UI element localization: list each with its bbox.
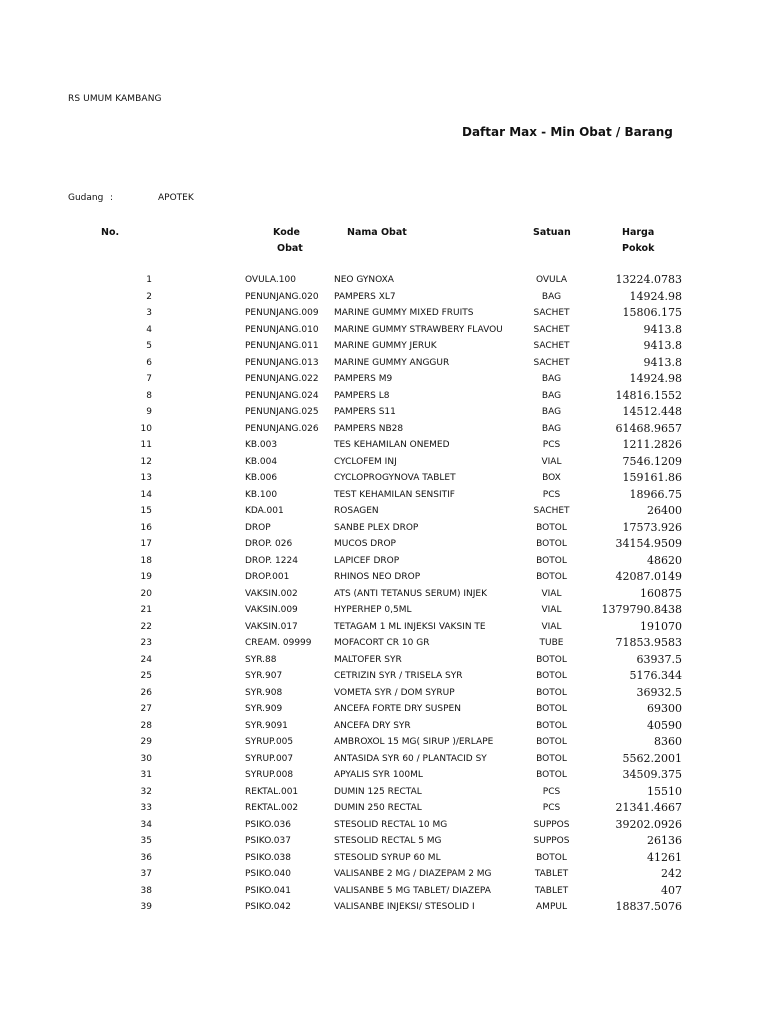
satuan-cell: PCS bbox=[542, 440, 561, 450]
row-number: 14 bbox=[140, 489, 152, 500]
row-number: 34 bbox=[140, 819, 152, 830]
satuan-cell: AMPUL bbox=[536, 902, 567, 912]
kode-obat-cell: KB.003 bbox=[245, 440, 278, 450]
row-number: 10 bbox=[140, 423, 152, 434]
table-row bbox=[0, 785, 768, 802]
report-title: Daftar Max - Min Obat / Barang bbox=[462, 125, 673, 139]
satuan-cell: BOTOL bbox=[536, 522, 567, 533]
satuan-cell: BOTOL bbox=[536, 720, 567, 731]
kode-obat-cell: PENUNJANG.020 bbox=[245, 291, 319, 302]
harga-pokok-cell: 9413.8 bbox=[643, 339, 682, 352]
row-number: 29 bbox=[140, 737, 152, 747]
table-row bbox=[0, 290, 768, 307]
kode-obat-cell: PENUNJANG.009 bbox=[245, 308, 319, 318]
nama-obat-cell: ANTASIDA SYR 60 / PLANTACID SY bbox=[334, 753, 487, 764]
row-number: 16 bbox=[140, 522, 152, 533]
harga-pokok-cell: 21341.4667 bbox=[615, 801, 682, 814]
nama-obat-cell: MALTOFER SYR bbox=[334, 654, 402, 665]
kode-obat-cell: PENUNJANG.025 bbox=[245, 407, 319, 417]
nama-obat-cell: ANCEFA FORTE DRY SUSPEN bbox=[334, 704, 461, 714]
kode-obat-cell: SYR.9091 bbox=[245, 720, 288, 731]
row-number: 11 bbox=[140, 440, 152, 450]
satuan-cell: BOTOL bbox=[536, 671, 567, 681]
row-number: 8 bbox=[146, 390, 152, 401]
nama-obat-cell: PAMPERS XL7 bbox=[334, 291, 396, 302]
row-number: 23 bbox=[140, 638, 152, 648]
satuan-cell: BOTOL bbox=[536, 572, 567, 582]
hospital-name: RS UMUM KAMBANG bbox=[68, 94, 162, 104]
satuan-cell: BOTOL bbox=[536, 852, 567, 863]
kode-obat-cell: VAKSIN.002 bbox=[245, 588, 298, 599]
row-number: 33 bbox=[140, 803, 152, 813]
table-row bbox=[0, 702, 768, 719]
gudang-separator: : bbox=[110, 193, 114, 203]
nama-obat-cell: MARINE GUMMY MIXED FRUITS bbox=[334, 308, 474, 318]
table-row bbox=[0, 570, 768, 587]
harga-pokok-cell: 9413.8 bbox=[643, 355, 682, 369]
satuan-cell: BAG bbox=[541, 407, 562, 417]
table-row bbox=[0, 768, 768, 785]
satuan-cell: VIAL bbox=[541, 456, 562, 467]
nama-obat-cell: PAMPERS L8 bbox=[334, 390, 390, 401]
row-number: 24 bbox=[140, 654, 152, 665]
row-number: 36 bbox=[140, 852, 152, 863]
nama-obat-cell: VALISANBE INJEKSI/ STESOLID I bbox=[334, 902, 475, 912]
row-number: 13 bbox=[140, 473, 152, 483]
satuan-cell: BOTOL bbox=[536, 687, 567, 698]
harga-pokok-cell: 15806.175 bbox=[622, 306, 682, 319]
row-number: 25 bbox=[140, 671, 152, 681]
satuan-cell: BOTOL bbox=[536, 654, 567, 665]
satuan-cell: OVULA bbox=[535, 275, 568, 285]
kode-obat-cell: KB.100 bbox=[245, 489, 278, 500]
row-number: 35 bbox=[140, 836, 152, 846]
table-row bbox=[0, 521, 768, 538]
harga-pokok-cell: 9413.8 bbox=[643, 322, 682, 336]
harga-pokok-cell: 34509.375 bbox=[622, 768, 682, 781]
table-row bbox=[0, 537, 768, 554]
table-row bbox=[0, 389, 768, 406]
satuan-cell: BAG bbox=[541, 423, 562, 434]
kode-obat-cell: PSIKO.036 bbox=[245, 819, 291, 830]
kode-obat-cell: KB.006 bbox=[245, 473, 278, 483]
satuan-cell: VIAL bbox=[541, 621, 562, 632]
nama-obat-cell: SANBE PLEX DROP bbox=[334, 522, 419, 533]
row-number: 37 bbox=[140, 869, 152, 879]
kode-obat-cell: KDA.001 bbox=[245, 506, 284, 516]
kode-obat-cell: PENUNJANG.026 bbox=[245, 423, 319, 434]
row-number: 21 bbox=[140, 605, 152, 615]
table-row bbox=[0, 620, 768, 637]
kode-obat-cell: PSIKO.041 bbox=[245, 885, 291, 896]
row-number: 2 bbox=[146, 291, 152, 302]
column-header-nama: Nama Obat bbox=[347, 227, 407, 238]
row-number: 1 bbox=[146, 275, 152, 285]
column-header-harga-line2: Pokok bbox=[622, 243, 655, 254]
table-row bbox=[0, 488, 768, 505]
harga-pokok-cell: 61468.9657 bbox=[615, 421, 682, 435]
table-row bbox=[0, 818, 768, 835]
nama-obat-cell: NEO GYNOXA bbox=[334, 275, 394, 285]
nama-obat-cell: MUCOS DROP bbox=[334, 539, 396, 549]
gudang-value: APOTEK bbox=[158, 193, 194, 203]
table-row bbox=[0, 834, 768, 851]
harga-pokok-cell: 69300 bbox=[647, 702, 682, 715]
nama-obat-cell: DUMIN 250 RECTAL bbox=[334, 803, 422, 813]
kode-obat-cell: SYR.908 bbox=[245, 687, 283, 698]
kode-obat-cell: PSIKO.040 bbox=[245, 869, 291, 879]
satuan-cell: VIAL bbox=[541, 588, 562, 599]
harga-pokok-cell: 63937.5 bbox=[636, 652, 682, 666]
harga-pokok-cell: 5562.2001 bbox=[622, 751, 682, 765]
kode-obat-cell: PSIKO.037 bbox=[245, 836, 291, 846]
table-row bbox=[0, 735, 768, 752]
harga-pokok-cell: 14512.448 bbox=[622, 405, 682, 418]
harga-pokok-cell: 191070 bbox=[640, 619, 682, 633]
table-row bbox=[0, 339, 768, 356]
harga-pokok-cell: 1211.2826 bbox=[622, 438, 682, 451]
satuan-cell: PCS bbox=[542, 786, 561, 797]
harga-pokok-cell: 34154.9509 bbox=[615, 537, 682, 550]
table-row bbox=[0, 273, 768, 290]
nama-obat-cell: VOMETA SYR / DOM SYRUP bbox=[334, 687, 455, 698]
table-row bbox=[0, 438, 768, 455]
row-number: 22 bbox=[140, 621, 152, 632]
row-number: 31 bbox=[140, 770, 152, 780]
harga-pokok-cell: 26400 bbox=[647, 504, 682, 517]
harga-pokok-cell: 13224.0783 bbox=[615, 273, 682, 286]
table-row bbox=[0, 323, 768, 340]
kode-obat-cell: PENUNJANG.013 bbox=[245, 357, 319, 368]
table-row bbox=[0, 587, 768, 604]
row-number: 18 bbox=[140, 555, 152, 566]
nama-obat-cell: RHINOS NEO DROP bbox=[334, 572, 421, 582]
kode-obat-cell: SYR.907 bbox=[245, 671, 283, 681]
table-row bbox=[0, 686, 768, 703]
row-number: 15 bbox=[140, 506, 152, 516]
satuan-cell: SACHET bbox=[533, 506, 570, 516]
nama-obat-cell: CETRIZIN SYR / TRISELA SYR bbox=[334, 671, 463, 681]
kode-obat-cell: REKTAL.001 bbox=[245, 786, 299, 797]
satuan-cell: BOTOL bbox=[536, 753, 567, 764]
satuan-cell: TABLET bbox=[534, 869, 569, 879]
table-row bbox=[0, 372, 768, 389]
table-row bbox=[0, 752, 768, 769]
nama-obat-cell: TETAGAM 1 ML INJEKSI VAKSIN TE bbox=[334, 621, 486, 632]
nama-obat-cell: STESOLID RECTAL 5 MG bbox=[334, 836, 442, 846]
nama-obat-cell: ATS (ANTI TETANUS SERUM) INJEK bbox=[334, 588, 487, 599]
nama-obat-cell: MARINE GUMMY JERUK bbox=[334, 341, 437, 351]
table-row bbox=[0, 719, 768, 736]
nama-obat-cell: ROSAGEN bbox=[334, 506, 379, 516]
satuan-cell: SACHET bbox=[533, 341, 570, 351]
nama-obat-cell: STESOLID RECTAL 10 MG bbox=[334, 819, 448, 830]
table-row bbox=[0, 422, 768, 439]
harga-pokok-cell: 160875 bbox=[640, 586, 682, 600]
kode-obat-cell: KB.004 bbox=[245, 456, 278, 467]
satuan-cell: SUPPOS bbox=[533, 819, 570, 830]
kode-obat-cell: SYR.88 bbox=[245, 654, 277, 665]
nama-obat-cell: AMBROXOL 15 MG( SIRUP )/ERLAPE bbox=[334, 737, 494, 747]
row-number: 3 bbox=[146, 308, 152, 318]
kode-obat-cell: SYRUP.005 bbox=[245, 737, 294, 747]
row-number: 17 bbox=[140, 539, 152, 549]
row-number: 5 bbox=[146, 341, 152, 351]
row-number: 27 bbox=[140, 704, 152, 714]
nama-obat-cell: TEST KEHAMILAN SENSITIF bbox=[334, 489, 455, 500]
harga-pokok-cell: 26136 bbox=[647, 834, 682, 847]
kode-obat-cell: DROP bbox=[245, 522, 271, 533]
kode-obat-cell: SYRUP.008 bbox=[245, 770, 294, 780]
row-number: 28 bbox=[140, 720, 152, 731]
gudang-label: Gudang bbox=[68, 193, 104, 203]
satuan-cell: BOTOL bbox=[536, 555, 567, 566]
harga-pokok-cell: 36932.5 bbox=[636, 685, 682, 699]
harga-pokok-cell: 14816.1552 bbox=[615, 388, 682, 402]
table-row bbox=[0, 669, 768, 686]
satuan-cell: TABLET bbox=[534, 885, 569, 896]
table-row bbox=[0, 884, 768, 901]
kode-obat-cell: CREAM. 09999 bbox=[245, 638, 312, 648]
table-row bbox=[0, 554, 768, 571]
kode-obat-cell: PSIKO.042 bbox=[245, 902, 291, 912]
column-header-no: No. bbox=[101, 227, 120, 238]
table-row bbox=[0, 455, 768, 472]
harga-pokok-cell: 40590 bbox=[647, 718, 682, 732]
harga-pokok-cell: 7546.1209 bbox=[622, 454, 682, 468]
table-row bbox=[0, 900, 768, 917]
kode-obat-cell: DROP. 026 bbox=[245, 539, 293, 549]
row-number: 19 bbox=[140, 572, 152, 582]
nama-obat-cell: STESOLID SYRUP 60 ML bbox=[334, 852, 441, 863]
satuan-cell: BAG bbox=[541, 390, 562, 401]
table-row bbox=[0, 801, 768, 818]
table-row bbox=[0, 603, 768, 620]
satuan-cell: SACHET bbox=[533, 357, 570, 368]
row-number: 39 bbox=[140, 902, 152, 912]
row-number: 4 bbox=[146, 324, 152, 335]
harga-pokok-cell: 48620 bbox=[647, 553, 682, 567]
row-number: 38 bbox=[140, 885, 152, 896]
row-number: 32 bbox=[140, 786, 152, 797]
row-number: 30 bbox=[140, 753, 152, 764]
nama-obat-cell: PAMPERS S11 bbox=[334, 407, 396, 417]
kode-obat-cell: PENUNJANG.011 bbox=[245, 341, 319, 351]
nama-obat-cell: CYCLOFEM INJ bbox=[334, 456, 397, 467]
nama-obat-cell: TES KEHAMILAN ONEMED bbox=[334, 440, 450, 450]
nama-obat-cell: ANCEFA DRY SYR bbox=[334, 720, 411, 731]
table-row bbox=[0, 504, 768, 521]
harga-pokok-cell: 8360 bbox=[654, 735, 682, 748]
satuan-cell: SACHET bbox=[533, 308, 570, 318]
harga-pokok-cell: 42087.0149 bbox=[615, 570, 682, 583]
satuan-cell: TUBE bbox=[539, 638, 564, 648]
harga-pokok-cell: 5176.344 bbox=[629, 669, 682, 682]
table-row bbox=[0, 471, 768, 488]
column-header-kode: Kode bbox=[273, 227, 300, 238]
harga-pokok-cell: 159161.86 bbox=[622, 471, 682, 484]
kode-obat-cell: VAKSIN.017 bbox=[245, 621, 298, 632]
satuan-cell: BOX bbox=[542, 473, 561, 483]
harga-pokok-cell: 242 bbox=[661, 867, 682, 880]
row-number: 7 bbox=[146, 374, 152, 384]
harga-pokok-cell: 18966.75 bbox=[629, 487, 682, 501]
kode-obat-cell: PSIKO.038 bbox=[245, 852, 291, 863]
satuan-cell: BOTOL bbox=[536, 704, 567, 714]
harga-pokok-cell: 41261 bbox=[647, 850, 682, 864]
table-row bbox=[0, 867, 768, 884]
satuan-cell: BAG bbox=[541, 291, 562, 302]
kode-obat-cell: SYRUP.007 bbox=[245, 753, 294, 764]
nama-obat-cell: DUMIN 125 RECTAL bbox=[334, 786, 422, 797]
nama-obat-cell: PAMPERS M9 bbox=[334, 374, 393, 384]
table-row bbox=[0, 356, 768, 373]
kode-obat-cell: DROP.001 bbox=[245, 572, 290, 582]
items-table bbox=[0, 273, 768, 917]
row-number: 20 bbox=[140, 588, 152, 599]
row-number: 6 bbox=[146, 357, 152, 368]
kode-obat-cell: OVULA.100 bbox=[245, 275, 296, 285]
nama-obat-cell: VALISANBE 2 MG / DIAZEPAM 2 MG bbox=[334, 869, 492, 879]
harga-pokok-cell: 1379790.8438 bbox=[601, 603, 682, 616]
satuan-cell: BAG bbox=[541, 374, 562, 384]
table-row bbox=[0, 653, 768, 670]
kode-obat-cell: PENUNJANG.024 bbox=[245, 390, 319, 401]
nama-obat-cell: VALISANBE 5 MG TABLET/ DIAZEPA bbox=[334, 885, 491, 896]
harga-pokok-cell: 17573.926 bbox=[622, 520, 682, 534]
harga-pokok-cell: 14924.98 bbox=[629, 372, 682, 385]
kode-obat-cell: DROP. 1224 bbox=[245, 555, 298, 566]
satuan-cell: SACHET bbox=[533, 324, 570, 335]
nama-obat-cell: PAMPERS NB28 bbox=[334, 423, 404, 434]
satuan-cell: PCS bbox=[542, 489, 561, 500]
column-header-harga: Harga bbox=[622, 227, 655, 238]
harga-pokok-cell: 71853.9583 bbox=[615, 636, 682, 649]
satuan-cell: PCS bbox=[542, 803, 561, 813]
kode-obat-cell: VAKSIN.009 bbox=[245, 605, 298, 615]
kode-obat-cell: PENUNJANG.022 bbox=[245, 374, 319, 384]
nama-obat-cell: HYPERHEP 0,5ML bbox=[334, 605, 412, 615]
satuan-cell: BOTOL bbox=[536, 770, 567, 780]
table-row bbox=[0, 405, 768, 422]
row-number: 12 bbox=[140, 456, 152, 467]
row-number: 9 bbox=[146, 407, 152, 417]
harga-pokok-cell: 407 bbox=[661, 883, 682, 897]
kode-obat-cell: PENUNJANG.010 bbox=[245, 324, 319, 335]
satuan-cell: VIAL bbox=[541, 605, 562, 615]
harga-pokok-cell: 39202.0926 bbox=[615, 817, 682, 831]
nama-obat-cell: LAPICEF DROP bbox=[334, 555, 400, 566]
satuan-cell: SUPPOS bbox=[533, 836, 570, 846]
nama-obat-cell: MARINE GUMMY STRAWBERY FLAVOU bbox=[334, 324, 503, 335]
kode-obat-cell: REKTAL.002 bbox=[245, 803, 299, 813]
nama-obat-cell: MARINE GUMMY ANGGUR bbox=[334, 357, 450, 368]
harga-pokok-cell: 18837.5076 bbox=[615, 900, 682, 913]
column-header-satuan: Satuan bbox=[533, 227, 571, 238]
kode-obat-cell: SYR.909 bbox=[245, 704, 283, 714]
nama-obat-cell: MOFACORT CR 10 GR bbox=[334, 638, 430, 648]
table-row bbox=[0, 851, 768, 868]
column-header-kode-line2: Obat bbox=[277, 243, 303, 254]
harga-pokok-cell: 15510 bbox=[647, 784, 682, 798]
nama-obat-cell: CYCLOPROGYNOVA TABLET bbox=[334, 473, 456, 483]
satuan-cell: BOTOL bbox=[536, 539, 567, 549]
table-row bbox=[0, 636, 768, 653]
nama-obat-cell: APYALIS SYR 100ML bbox=[334, 770, 423, 780]
harga-pokok-cell: 14924.98 bbox=[629, 289, 682, 303]
satuan-cell: BOTOL bbox=[536, 737, 567, 747]
table-row bbox=[0, 306, 768, 323]
row-number: 26 bbox=[140, 687, 152, 698]
